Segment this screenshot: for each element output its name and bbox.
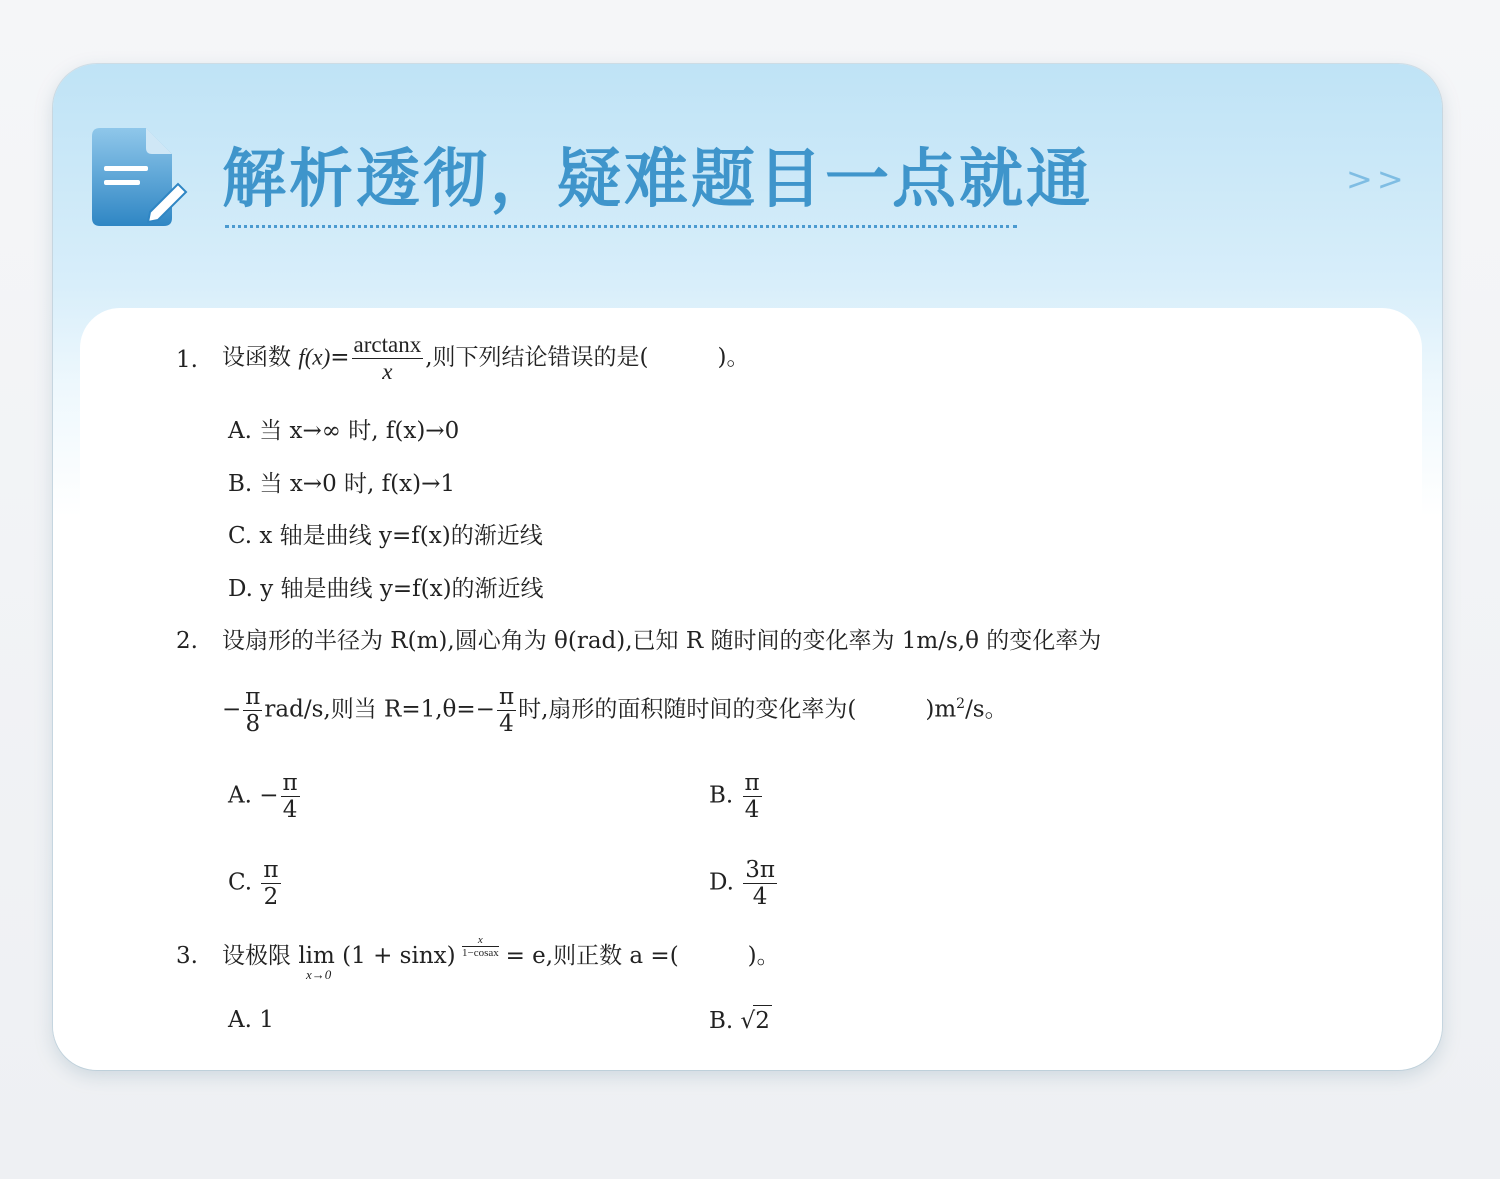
q3-exp-den: 1−cosax — [462, 947, 499, 959]
q2-opt-c-num: π — [263, 857, 279, 883]
q2-opt-d-frac — [743, 857, 777, 910]
q2-opt-d-label: D. — [709, 869, 734, 896]
q1-fraction — [352, 332, 424, 385]
q1-option-b[interactable]: B. 当 x→0 时, f(x)→1 — [228, 471, 455, 497]
q2-frac1-den: 8 — [245, 711, 261, 737]
q1-frac-den: x — [382, 359, 393, 384]
q2-frac2 — [497, 684, 516, 737]
q3-lim: lim — [298, 943, 335, 969]
q2-mid: rad/s,则当 R=1,θ=− — [264, 696, 495, 723]
q2-option-d[interactable] — [709, 857, 779, 910]
q1-stem-pre: 设函数 — [222, 344, 291, 371]
q2-line2 — [222, 684, 1008, 737]
q3-option-a[interactable]: A. 1 — [228, 1007, 274, 1033]
q2-frac2-den: 4 — [499, 711, 514, 737]
q3-pre: 设极限 — [222, 943, 291, 969]
q2-option-a[interactable] — [228, 770, 302, 823]
q2-option-c[interactable] — [228, 857, 283, 910]
q2-opt-b-den: 4 — [744, 797, 760, 823]
q2-opt-b-frac — [743, 770, 762, 823]
q2-line1: 设扇形的半径为 R(m),圆心角为 θ(rad),已知 R 随时间的变化率为 1m/s,θ 的变化率为 — [222, 628, 1102, 654]
q3-exponent — [462, 934, 499, 959]
q1-number: 1. — [176, 347, 198, 373]
q1-option-c[interactable]: C. x 轴是曲线 y=f(x)的渐近线 — [228, 523, 543, 549]
q2-opt-b-num: π — [744, 770, 760, 796]
q3-post: = e,则正数 a =( )。 — [505, 943, 780, 969]
document-edit-icon — [92, 126, 188, 230]
q2-opt-a-den: 4 — [282, 797, 298, 823]
q2-opt-a-num: π — [282, 770, 298, 796]
chevron-right-icon[interactable]: >> — [1346, 160, 1408, 198]
q2-opt-c-label: C. — [228, 869, 253, 896]
q2-opt-a-sign: − — [259, 782, 279, 809]
q1-stem — [222, 332, 749, 385]
q2-opt-a-label: A. — [228, 782, 252, 809]
q1-option-a[interactable]: A. 当 x→∞ 时, f(x)→0 — [228, 418, 460, 444]
q2-opt-d-den: 4 — [752, 884, 768, 910]
q3-exp-num: x — [462, 934, 499, 947]
q3-opt-b-val: 2 — [753, 1005, 772, 1036]
q1-frac-num: arctanx — [353, 332, 422, 357]
q2-end: /s。 — [965, 696, 1008, 723]
q2-opt-b-label: B. — [709, 782, 734, 809]
q1-equals: = — [330, 344, 350, 371]
q2-frac1 — [243, 684, 262, 737]
q3-base: (1 + sinx) — [342, 943, 456, 969]
q2-option-b[interactable] — [709, 770, 764, 823]
q1-function: f(x) — [298, 344, 331, 370]
page-title: 解析透彻，疑难题目一点就通 — [222, 143, 1093, 217]
q3-number: 3. — [176, 943, 198, 969]
q2-number: 2. — [176, 628, 198, 654]
q2-post: 时,扇形的面积随时间的变化率为( )m — [518, 696, 957, 723]
q3-option-b[interactable]: B. √2 — [709, 1005, 772, 1036]
q2-frac1-num: π — [245, 684, 261, 710]
q2-opt-c-den: 2 — [263, 884, 279, 910]
q2-opt-c-frac — [261, 857, 280, 910]
q2-minus: − — [222, 696, 242, 723]
q2-opt-a-frac — [281, 770, 300, 823]
q3-opt-b-label: B. — [709, 1008, 734, 1034]
q3-lim-sub: x→0 — [306, 967, 332, 982]
q1-option-d[interactable]: D. y 轴是曲线 y=f(x)的渐近线 — [228, 576, 544, 602]
q2-opt-d-num: 3π — [745, 857, 775, 883]
title-underline — [225, 225, 1017, 228]
q2-frac2-num: π — [498, 684, 515, 710]
q2-sup: 2 — [956, 695, 966, 712]
q1-stem-post: ,则下列结论错误的是( )。 — [425, 344, 750, 371]
